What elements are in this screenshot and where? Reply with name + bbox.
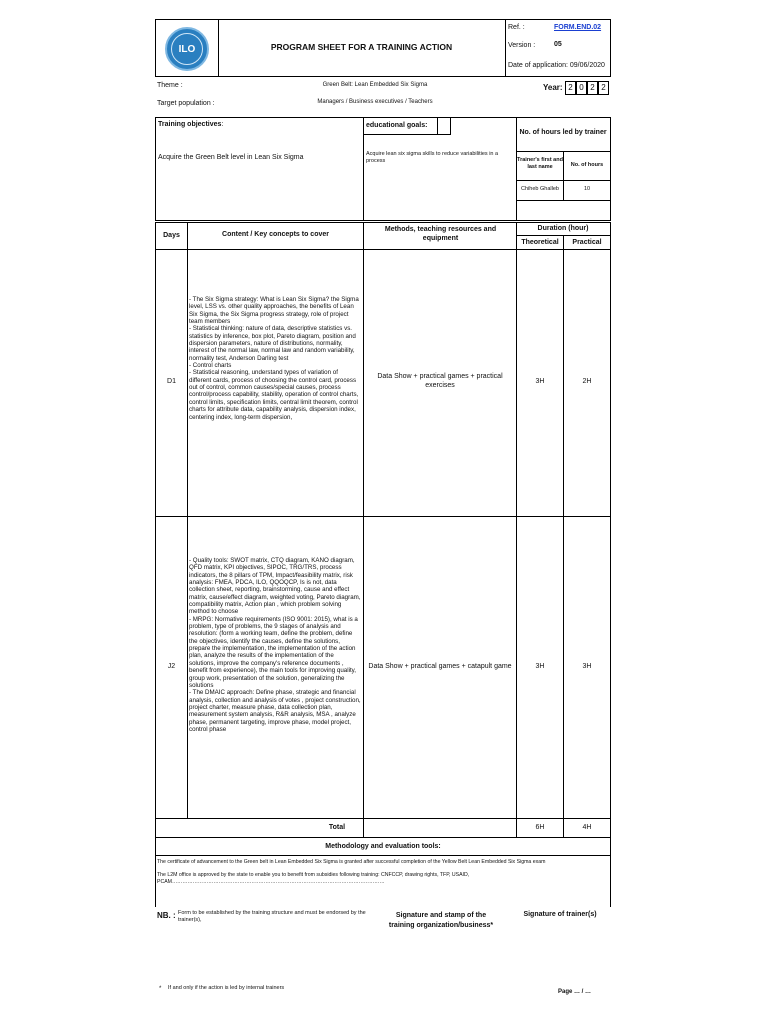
trainer-name-header: Trainer's first and last name bbox=[517, 157, 563, 170]
page-number: Page … / … bbox=[558, 989, 592, 995]
col-header-duration: Duration (hour) bbox=[537, 225, 589, 232]
trainer-hours: 10 bbox=[583, 186, 591, 192]
methodology-line: PCAM…………………………………………………………………………………………………………… bbox=[157, 879, 385, 885]
methods-cell: Data Show + practical games + catapult game bbox=[368, 663, 512, 670]
version-label: Version : bbox=[508, 42, 536, 49]
training-objectives-colon: : bbox=[221, 121, 224, 128]
document-title: PROGRAM SHEET FOR A TRAINING ACTION bbox=[270, 42, 453, 52]
ref-link[interactable]: FORM.END.02 bbox=[554, 24, 602, 31]
educational-goals-text: Acquire lean six sigma skills to reduce variabilities in a process bbox=[366, 151, 499, 164]
year-digit: 0 bbox=[576, 81, 587, 95]
col-header-practical: Practical bbox=[572, 239, 602, 246]
total-label: Total bbox=[328, 824, 346, 831]
year-digit: 2 bbox=[587, 81, 598, 95]
company-logo bbox=[165, 27, 209, 71]
year-digit: 2 bbox=[598, 81, 609, 95]
col-header-theoretical: Theoretical bbox=[521, 239, 559, 246]
educational-goals-label: educational goals: bbox=[366, 122, 428, 129]
date-of-application: Date of application: 09/06/2020 bbox=[508, 62, 605, 69]
methodology-line: The L2M office is approved by the state to enable you to benefit from subsidies following training: CNFCCP, drawing rights, TFP, USAID, bbox=[157, 872, 470, 878]
total-practical: 4H bbox=[582, 824, 592, 831]
theoretical-cell: 3H bbox=[535, 378, 545, 385]
year-digit: 2 bbox=[565, 81, 576, 95]
content-cell: - The Six Sigma strategy: What is Lean Six Sigma? the Sigma level, LSS vs. other quality approaches, the benefits of Lean Six Sigma, the Six Sigma progress strategy, role of project team members - Statistical thinking: nature of data, descriptive statistics vs. statistics by inference, box plot, Pareto diagram, position and dispersion parameters, nature of distributions, normality, interest of the normal law, normal law and random variability, normality test, Anderson Darling test - Control charts - Statistical reasoning, understand types of variation of different cards, process of choosing the control card, process out of control, common causes/special causes, process control/process capability, stability, operation of control charts, control limits, specification limits, central limit theorem, control charts for attribute data, capability analysis, dispersion index, centering index, long-term dispersion, bbox=[189, 296, 359, 421]
training-objectives-heading bbox=[158, 121, 223, 130]
content-cell: - Quality tools: SWOT matrix, CTQ diagram, KANO diagram, QFD matrix, KPI objectives, SIPOC, TRG/TRS, process indicators, the 8 pillars of TPM, Impact/feasibility matrix, risk analysis: FMEA, PDCA, ILO, QQOQCP, Is is not, data collection sheet, reporting, brainstorming, cause and effect matrix, cause/effect diagram, weighted voting, Pareto diagram, compatibility matrix, Action plan , which problem solving method to choose - MRPG: Normative requirements (ISO 9001: 2015), what is a problem, type of problems, the 9 stages of analysis and resolution: (form a working team, define the problem, define the objectives, identify the causes, define the solutions, prepare the implementation, the implementation of the action plan, analyze the results of the implementation of the solutions, improve the company's reference documents , benefit from experience), the main tools for improving quality, group work, presentation of the solution, generalizing the solutions - The DMAIC approach: Define phase, strategic and financial analysis, collection and analysis of votes , project construction, project charter, measure phase, data collection plan, measurement system analysis, R&R analysis, MSA , analyze phase, permanent targeting, improve phase, model project, control phase bbox=[189, 557, 361, 733]
methodology-title: Methodology and evaluation tools: bbox=[325, 843, 441, 850]
total-theoretical: 6H bbox=[535, 824, 545, 831]
trainer-hours-header: No. of hours bbox=[570, 162, 604, 168]
signature-trainer: Signature of trainer(s) bbox=[523, 911, 597, 918]
year-label: Year: bbox=[543, 83, 563, 92]
methodology-line: The certificate of advancement to the Green belt in Lean Embedded Six Sigma is granted after successful completion of the Yellow Belt Lean Embedded Six Sigma exam bbox=[157, 859, 546, 865]
theme-value: Green Belt: Lean Embedded Six Sigma bbox=[322, 82, 428, 88]
training-objectives-text: Acquire the Green Belt level in Lean Six Sigma bbox=[158, 154, 304, 161]
footnote-text: If and only if the action is led by internal trainers bbox=[168, 985, 285, 991]
nb-label: NB. : bbox=[157, 911, 176, 920]
day-cell: D1 bbox=[167, 378, 176, 385]
target-value: Managers / Business executives / Teachers bbox=[317, 99, 433, 105]
theoretical-cell: 3H bbox=[535, 663, 545, 670]
methods-cell: Data Show + practical games + practical exercises bbox=[377, 373, 503, 389]
logo-text: ILO bbox=[171, 33, 203, 65]
col-header-content: Content / Key concepts to cover bbox=[222, 231, 329, 238]
version-value: 05 bbox=[554, 41, 562, 48]
practical-cell: 2H bbox=[582, 378, 592, 385]
target-label: Target population : bbox=[157, 100, 215, 107]
practical-cell: 3H bbox=[582, 663, 592, 670]
hours-led-title: No. of hours led by trainer bbox=[519, 129, 607, 136]
training-objectives-label: Training objectives bbox=[158, 121, 222, 128]
signature-organization: Signature and stamp of the training organization/business* bbox=[388, 912, 494, 929]
col-header-days: Days bbox=[163, 232, 180, 239]
footnote-mark: * bbox=[159, 986, 162, 992]
ref-label: Ref. : bbox=[508, 24, 525, 31]
day-cell: J2 bbox=[167, 663, 176, 670]
theme-label: Theme : bbox=[157, 82, 183, 89]
col-header-methods: Methods, teaching resources and equipment bbox=[384, 226, 497, 242]
nb-text: Form to be established by the training structure and must be endorsed by the trainer(s), bbox=[178, 910, 366, 923]
trainer-name: Chiheb Ghalleb bbox=[521, 186, 559, 192]
